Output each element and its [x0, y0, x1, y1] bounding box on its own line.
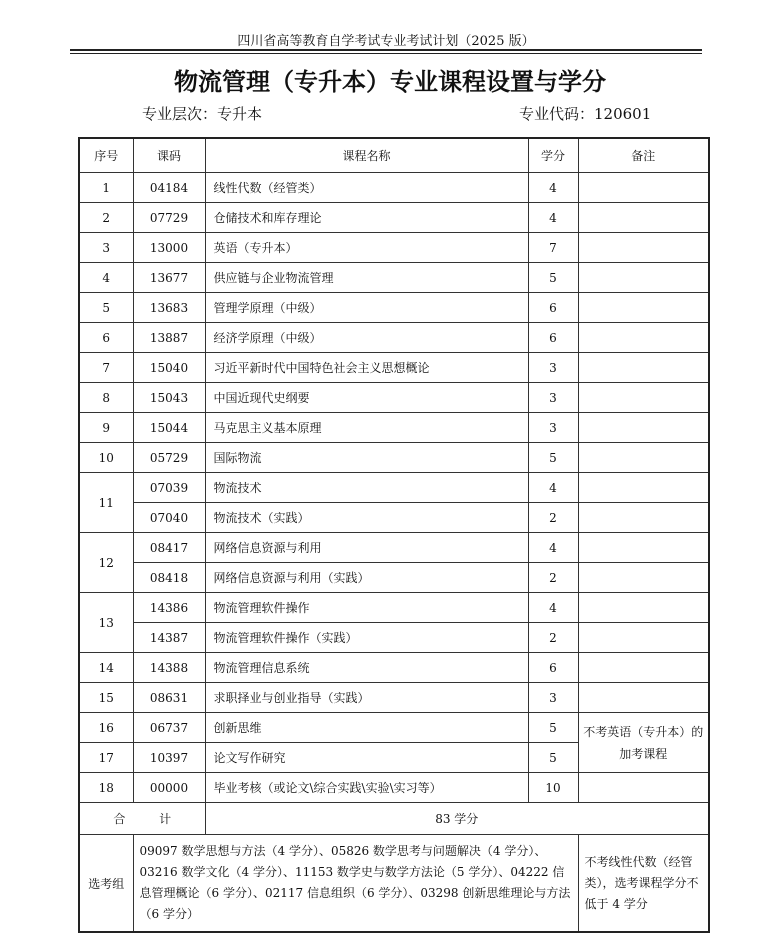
row-name: 供应链与企业物流管理	[205, 263, 528, 293]
elective-row	[79, 835, 709, 933]
table-row	[79, 473, 709, 503]
row-code: 13677	[133, 263, 205, 293]
row-code: 06737	[133, 713, 205, 743]
row-code: 08631	[133, 683, 205, 713]
row-no: 16	[79, 713, 133, 743]
row-no: 17	[79, 743, 133, 773]
row-code: 08417	[133, 533, 205, 563]
row-name: 论文写作研究	[205, 743, 528, 773]
row-credit: 6	[528, 323, 578, 353]
row-note	[578, 653, 709, 683]
row-credit: 2	[528, 563, 578, 593]
row-credit: 5	[528, 263, 578, 293]
row-note	[578, 383, 709, 413]
row-code: 13000	[133, 233, 205, 263]
row-credit: 10	[528, 773, 578, 803]
row-note	[578, 263, 709, 293]
row-code: 07040	[133, 503, 205, 533]
row-no: 6	[79, 323, 133, 353]
row-code: 00000	[133, 773, 205, 803]
row-code: 07729	[133, 203, 205, 233]
row-note	[578, 443, 709, 473]
page-title: 物流管理（专升本）专业课程设置与学分	[174, 67, 606, 96]
row-note	[578, 473, 709, 503]
table-row	[79, 323, 709, 353]
major-code: 专业代码：120601	[519, 105, 652, 123]
row-credit: 6	[528, 293, 578, 323]
table-row	[79, 503, 709, 533]
row-note-extra-course: 不考英语（专升本）的加考课程	[578, 713, 709, 773]
row-no: 11	[79, 473, 133, 533]
row-note	[578, 533, 709, 563]
table-row	[79, 383, 709, 413]
row-name: 物流技术（实践）	[205, 503, 528, 533]
col-header-code: 课码	[133, 138, 205, 173]
row-name: 习近平新时代中国特色社会主义思想概论	[205, 353, 528, 383]
header-rule-thin	[70, 53, 702, 54]
row-credit: 5	[528, 443, 578, 473]
table-row	[79, 653, 709, 683]
row-name: 物流管理信息系统	[205, 653, 528, 683]
row-name: 物流技术	[205, 473, 528, 503]
row-no: 2	[79, 203, 133, 233]
row-code: 04184	[133, 173, 205, 203]
table-row	[79, 593, 709, 623]
row-note	[578, 683, 709, 713]
total-value: 83 学分	[205, 803, 709, 835]
row-credit: 3	[528, 413, 578, 443]
row-no: 9	[79, 413, 133, 443]
row-note	[578, 293, 709, 323]
row-note	[578, 773, 709, 803]
col-header-name: 课程名称	[205, 138, 528, 173]
table-row	[79, 173, 709, 203]
row-note	[578, 173, 709, 203]
row-note	[578, 563, 709, 593]
row-note	[578, 503, 709, 533]
table-row	[79, 623, 709, 653]
row-note	[578, 233, 709, 263]
row-code: 14388	[133, 653, 205, 683]
header-rule	[70, 49, 702, 51]
table-row	[79, 263, 709, 293]
table-row	[79, 563, 709, 593]
row-note	[578, 623, 709, 653]
row-name: 中国近现代史纲要	[205, 383, 528, 413]
page-header: 四川省高等教育自学考试专业考试计划（2025 版）	[237, 34, 535, 49]
row-code: 14386	[133, 593, 205, 623]
col-header-no: 序号	[79, 138, 133, 173]
total-label-1: 合	[113, 812, 126, 826]
row-name: 线性代数（经管类）	[205, 173, 528, 203]
row-credit: 3	[528, 683, 578, 713]
total-label-2: 计	[159, 812, 172, 826]
col-header-credit: 学分	[528, 138, 578, 173]
table-row	[79, 683, 709, 713]
row-credit: 3	[528, 353, 578, 383]
row-name: 英语（专升本）	[205, 233, 528, 263]
row-name: 求职择业与创业指导（实践）	[205, 683, 528, 713]
table-row	[79, 413, 709, 443]
row-name: 创新思维	[205, 713, 528, 743]
total-label	[79, 803, 205, 835]
row-credit: 5	[528, 713, 578, 743]
row-credit: 2	[528, 503, 578, 533]
row-name: 物流管理软件操作	[205, 593, 528, 623]
course-table	[78, 137, 710, 933]
row-code: 10397	[133, 743, 205, 773]
row-note	[578, 323, 709, 353]
table-row	[79, 353, 709, 383]
table-row	[79, 713, 709, 743]
row-note	[578, 593, 709, 623]
row-code: 13683	[133, 293, 205, 323]
total-row	[79, 803, 709, 835]
row-no: 8	[79, 383, 133, 413]
table-row	[79, 293, 709, 323]
row-no: 5	[79, 293, 133, 323]
col-header-note: 备注	[578, 138, 709, 173]
row-name: 毕业考核（或论文\综合实践\实验\实习等）	[205, 773, 528, 803]
row-no: 13	[79, 593, 133, 653]
row-no: 18	[79, 773, 133, 803]
row-credit: 4	[528, 533, 578, 563]
row-name: 网络信息资源与利用（实践）	[205, 563, 528, 593]
table-row	[79, 773, 709, 803]
row-code: 13887	[133, 323, 205, 353]
table-row	[79, 233, 709, 263]
row-name: 物流管理软件操作（实践）	[205, 623, 528, 653]
row-credit: 7	[528, 233, 578, 263]
elective-label: 选考组	[79, 835, 133, 933]
row-no: 1	[79, 173, 133, 203]
elective-note: 不考线性代数（经管类），选考课程学分不低于 4 学分	[578, 835, 709, 933]
row-credit: 3	[528, 383, 578, 413]
row-no: 4	[79, 263, 133, 293]
row-credit: 5	[528, 743, 578, 773]
row-code: 15044	[133, 413, 205, 443]
elective-courses: 09097 数学思想与方法（4 学分）、05826 数学思考与问题解决（4 学分）、03216 数学文化（4 学分）、11153 数学史与数学方法论（5 学分）、04222 信息管理概论（6 学分）、02117 信息组织（6 学分）、03298 创新思维理论与方法（6 学分）	[133, 835, 578, 933]
row-name: 管理学原理（中级）	[205, 293, 528, 323]
major-level: 专业层次：专升本	[142, 105, 263, 123]
row-name: 仓储技术和库存理论	[205, 203, 528, 233]
row-credit: 6	[528, 653, 578, 683]
row-credit: 4	[528, 203, 578, 233]
row-credit: 4	[528, 473, 578, 503]
table-row	[79, 443, 709, 473]
row-name: 网络信息资源与利用	[205, 533, 528, 563]
table-header-row	[79, 138, 709, 173]
row-no: 3	[79, 233, 133, 263]
row-note	[578, 353, 709, 383]
row-no: 12	[79, 533, 133, 593]
row-credit: 2	[528, 623, 578, 653]
row-code: 08418	[133, 563, 205, 593]
row-code: 14387	[133, 623, 205, 653]
row-note	[578, 413, 709, 443]
row-code: 15043	[133, 383, 205, 413]
row-code: 07039	[133, 473, 205, 503]
row-name: 经济学原理（中级）	[205, 323, 528, 353]
row-code: 05729	[133, 443, 205, 473]
row-name: 马克思主义基本原理	[205, 413, 528, 443]
row-no: 7	[79, 353, 133, 383]
row-credit: 4	[528, 593, 578, 623]
table-row	[79, 203, 709, 233]
row-no: 15	[79, 683, 133, 713]
row-credit: 4	[528, 173, 578, 203]
row-no: 14	[79, 653, 133, 683]
row-no: 10	[79, 443, 133, 473]
row-note	[578, 203, 709, 233]
table-row	[79, 533, 709, 563]
row-name: 国际物流	[205, 443, 528, 473]
row-code: 15040	[133, 353, 205, 383]
